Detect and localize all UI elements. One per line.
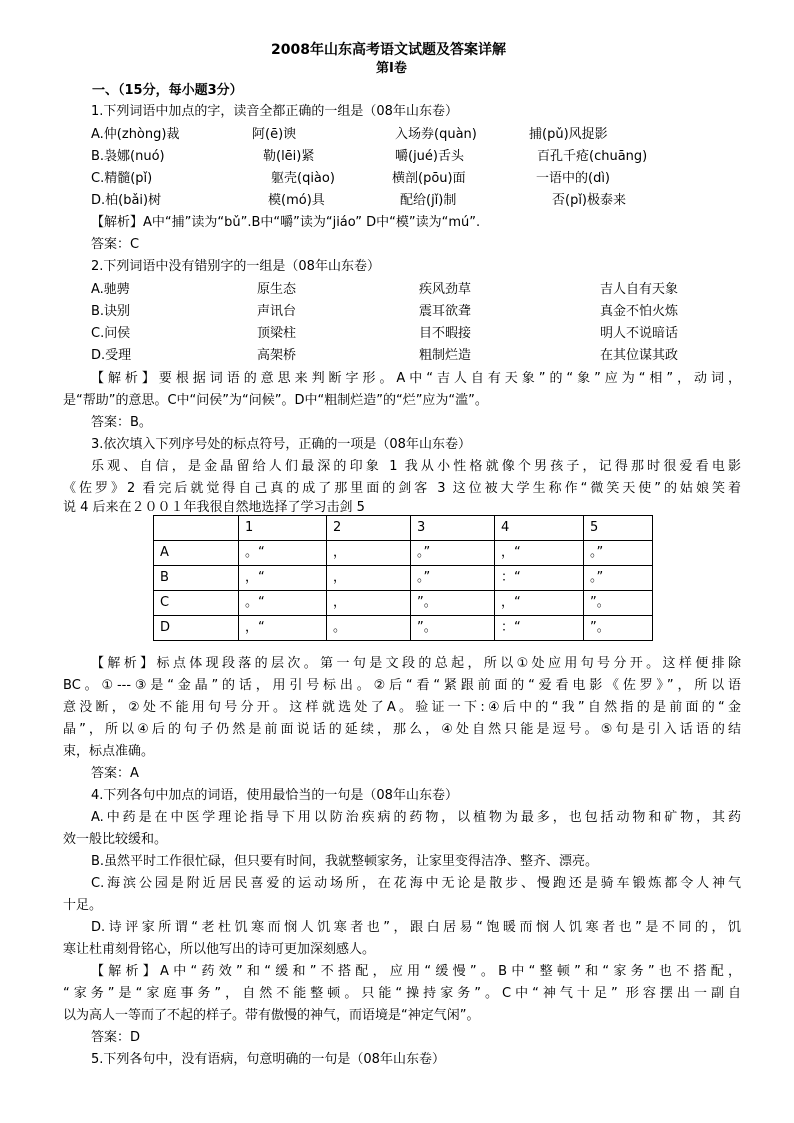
q2-option-a-1: A.驰骋 bbox=[91, 282, 130, 297]
punctuation-table bbox=[153, 515, 653, 641]
table-cell: ， bbox=[327, 566, 411, 591]
q4-option-d-line-2: 寒让杜甫刻骨铭心，所以他写出的诗可更加深刻感人。 bbox=[63, 942, 376, 957]
table-row bbox=[154, 591, 653, 616]
q1-option-c-4: 一语中的(dì) bbox=[536, 171, 611, 186]
q2-option-c-1: C.问侯 bbox=[91, 326, 131, 341]
q2-option-b-1: B.诀别 bbox=[91, 304, 131, 319]
table-header-cell: 5 bbox=[584, 516, 653, 541]
q1-analysis: 【解析】A中“捕”读为“bǔ”.B中“嚼”读为“jiáo” D中“模”读为“mú”. bbox=[91, 215, 481, 230]
q2-option-d-3: 粗制烂造 bbox=[419, 348, 472, 363]
q3-analysis-line-5: 束，标点准确。 bbox=[63, 744, 155, 759]
table-cell: 。” bbox=[584, 541, 653, 566]
q2-option-a-4: 吉人自有天象 bbox=[600, 282, 679, 297]
table-cell: ，“ bbox=[495, 541, 584, 566]
table-cell: 。 bbox=[327, 616, 411, 641]
volume-subtitle: 第Ⅰ卷 bbox=[376, 61, 407, 76]
q2-analysis-line-1: 【解析】要根据词语的意思来判断字形。A中“吉人自有天象”的“象”应为“相”，动词， bbox=[91, 371, 741, 386]
q1-option-a-1: A.仲(zhòng)裁 bbox=[91, 127, 180, 142]
q2-option-c-3: 目不暇接 bbox=[419, 326, 472, 341]
table-cell: 。” bbox=[584, 566, 653, 591]
q2-option-c-2: 顶梁柱 bbox=[257, 326, 297, 341]
q2-option-b-3: 震耳欲聋 bbox=[419, 304, 472, 319]
q2-option-d-2: 高架桥 bbox=[257, 348, 297, 363]
q3-stem: 3.依次填入下列序号处的标点符号，正确的一项是（08年山东卷） bbox=[91, 437, 471, 452]
q1-option-d-3: 配给(jǐ)制 bbox=[400, 193, 457, 208]
q1-answer: 答案：C bbox=[91, 237, 140, 252]
table-cell: 。“ bbox=[239, 541, 327, 566]
q4-option-a-line-2: 效一般比较缓和。 bbox=[63, 832, 168, 847]
q1-option-d-4: 否(pǐ)极泰来 bbox=[552, 193, 627, 208]
q3-analysis-line-2: BC。①---③是“金晶”的话，用引号标出。②后“看“紧跟前面的“爱看电影《佐罗》”，所以语 bbox=[63, 678, 741, 693]
table-cell: ”。 bbox=[411, 591, 495, 616]
q3-analysis-line-3: 意没断，②处不能用句号分开。这样就选处了A。验证一下:④后中的“我”自然指的是前面的“金 bbox=[63, 700, 741, 715]
table-cell: 。” bbox=[411, 541, 495, 566]
table-cell: 。“ bbox=[239, 591, 327, 616]
table-header-cell: 2 bbox=[327, 516, 411, 541]
q1-option-a-4: 捕(pǔ)风捉影 bbox=[529, 127, 608, 142]
q2-option-a-3: 疾风劲草 bbox=[419, 282, 472, 297]
table-header-cell bbox=[154, 516, 239, 541]
table-cell: ， bbox=[327, 541, 411, 566]
q1-option-a-3: 入场券(quàn) bbox=[395, 127, 477, 142]
table-cell: ， bbox=[327, 591, 411, 616]
section-heading: 一、（15分，每小题3分） bbox=[92, 83, 243, 98]
q4-answer: 答案：D bbox=[91, 1030, 141, 1045]
table-cell: ”。 bbox=[411, 616, 495, 641]
q3-analysis-line-4: 晶”，所以④后的句子仍然是前面说话的延续，那么，④处自然只能是逗号。⑤句是引入话语的结 bbox=[63, 722, 741, 737]
table-row bbox=[154, 616, 653, 641]
table-cell: C bbox=[154, 591, 239, 616]
q4-option-d-line-1: D.诗评家所谓“老杜饥寒而悯人饥寒者也”，跟白居易“饱暖而悯人饥寒者也”是不同的，饥 bbox=[91, 920, 741, 935]
q2-stem: 2.下列词语中没有错别字的一组是（08年山东卷） bbox=[91, 259, 380, 274]
q2-analysis-line-2: 是“帮助”的意思。C中“问侯”为“问候”。D中“粗制烂造”的“烂”应为“滥”。 bbox=[63, 393, 488, 408]
q5-stem: 5.下列各句中，没有语病，句意明确的一句是（08年山东卷） bbox=[91, 1052, 445, 1067]
table-cell: ：“ bbox=[495, 616, 584, 641]
table-header-cell: 3 bbox=[411, 516, 495, 541]
table-header-cell: 4 bbox=[495, 516, 584, 541]
q1-option-b-4: 百孔千疮(chuāng) bbox=[537, 149, 648, 164]
q2-option-b-4: 真金不怕火炼 bbox=[600, 304, 679, 319]
q1-option-b-3: 嚼(jué)舌头 bbox=[395, 149, 464, 164]
q4-analysis-line-1: 【解析】A中“药效”和“缓和”不搭配，应用“缓慢”。B中“整顿”和“家务”也不搭配， bbox=[91, 964, 741, 979]
q1-option-c-3: 横剖(pōu)面 bbox=[392, 171, 466, 186]
q4-option-b: B.虽然平时工作很忙碌，但只要有时间，我就整顿家务，让家里变得洁净、整齐、漂亮。 bbox=[91, 854, 599, 869]
q1-option-d-2: 模(mó)具 bbox=[268, 193, 325, 208]
q3-text-line-3: 说 4 后来在２００１年我很自然地选择了学习击剑 5 bbox=[63, 500, 365, 515]
table-cell: ”。 bbox=[584, 591, 653, 616]
q1-option-b-2: 勒(lēi)紧 bbox=[263, 149, 315, 164]
q3-text-line-1: 乐观、自信，是金晶留给人们最深的印象 1 我从小性格就像个男孩子，记得那时很爱看电影 bbox=[91, 459, 741, 474]
q3-answer: 答案：A bbox=[91, 766, 139, 781]
q1-stem: 1.下列词语中加点的字，读音全都正确的一组是（08年山东卷） bbox=[91, 104, 458, 119]
q2-option-d-4: 在其位谋其政 bbox=[600, 348, 679, 363]
q4-option-c-line-2: 十足。 bbox=[63, 898, 103, 913]
table-cell: ，“ bbox=[239, 566, 327, 591]
q3-analysis-line-1: 【解析】标点体现段落的层次。第一句是文段的总起，所以①处应用句号分开。这样便排除 bbox=[91, 656, 741, 671]
q4-option-a-line-1: A.中药是在中医学理论指导下用以防治疾病的药物，以植物为最多，也包括动物和矿物，其药 bbox=[91, 810, 741, 825]
q4-option-c-line-1: C.海滨公园是附近居民喜爱的运动场所，在花海中无论是散步、慢跑还是骑车锻炼都令人神气 bbox=[91, 876, 741, 891]
table-header-row bbox=[154, 516, 653, 541]
table-cell: D bbox=[154, 616, 239, 641]
q4-stem: 4.下列各句中加点的词语，使用最恰当的一句是（08年山东卷） bbox=[91, 788, 458, 803]
table-cell: A bbox=[154, 541, 239, 566]
q2-option-a-2: 原生态 bbox=[257, 282, 297, 297]
table-cell: ，“ bbox=[239, 616, 327, 641]
table-cell: 。” bbox=[411, 566, 495, 591]
q1-option-c-2: 躯壳(qiào) bbox=[271, 171, 335, 186]
table-row bbox=[154, 541, 653, 566]
q2-option-b-2: 声讯台 bbox=[257, 304, 297, 319]
q2-option-c-4: 明人不说暗话 bbox=[600, 326, 679, 341]
q1-option-c-1: C.精髓(pǐ) bbox=[91, 171, 153, 186]
page-title: 2008年山东高考语文试题及答案详解 bbox=[271, 42, 506, 58]
table-cell: ：“ bbox=[495, 566, 584, 591]
q1-option-a-2: 阿(ē)谀 bbox=[252, 127, 297, 142]
q1-option-d-1: D.柏(bǎi)树 bbox=[91, 193, 162, 208]
q1-option-b-1: B.袅娜(nuó) bbox=[91, 149, 165, 164]
q4-analysis-line-2: “家务”是“家庭事务”，自然不能整顿。只能“操持家务”。C中“神气十足” 形容摆出一副自 bbox=[63, 986, 741, 1001]
q2-answer: 答案：B。 bbox=[91, 415, 152, 430]
table-cell: ”。 bbox=[584, 616, 653, 641]
table-cell: B bbox=[154, 566, 239, 591]
table-header-cell: 1 bbox=[239, 516, 327, 541]
table-row bbox=[154, 566, 653, 591]
q4-analysis-line-3: 以为高人一等而了不起的样子。带有傲慢的神气，而语境是“神定气闲”。 bbox=[63, 1008, 480, 1023]
table-cell: ，“ bbox=[495, 591, 584, 616]
q3-text-line-2: 《佐罗》2 看完后就觉得自己真的成了那里面的剑客 3 这位被大学生称作“微笑天使”的姑娘笑着 bbox=[63, 481, 741, 496]
q2-option-d-1: D.受理 bbox=[91, 348, 132, 363]
